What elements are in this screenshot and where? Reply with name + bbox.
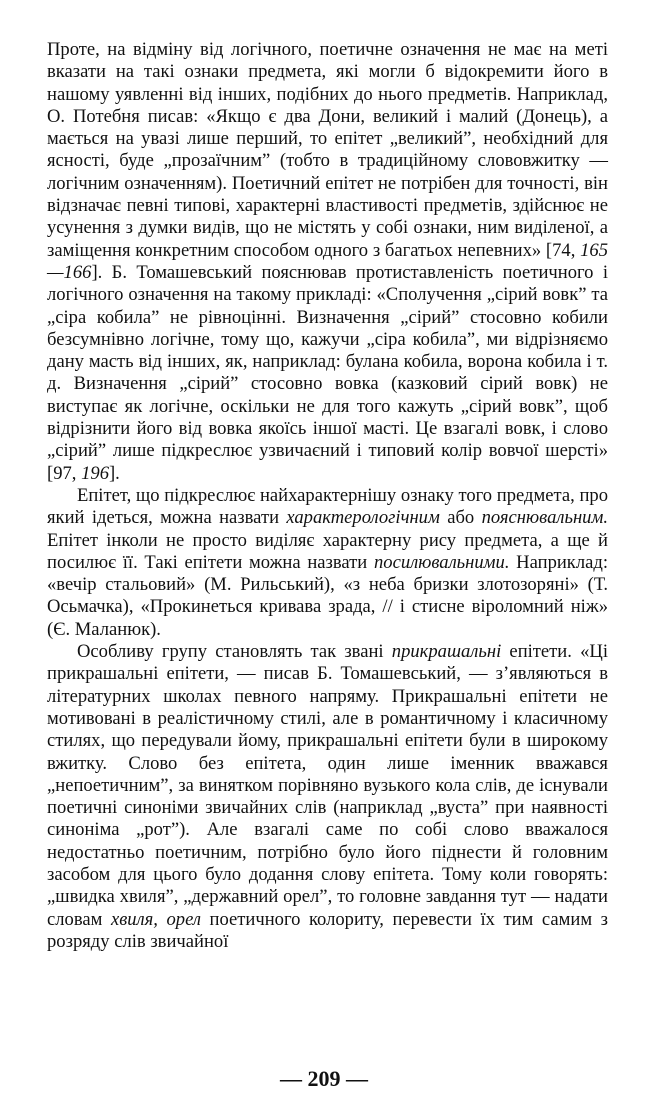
- paragraph-1-run-3: ].: [108, 462, 120, 484]
- paragraph-1-run-2: ]. Б. Томашевський пояснював протиставленість поетичного і логічного означення на такому прикладі: «Сполучення „сірий вовк” та „сіра кобила” не рівноцінні. Визначення „сірий” стосовно кобили безсумнівно логічне, тому що, кажучи „сіра кобила”, ми відрізняємо дану масть від інших, як, наприклад: булана кобила, ворона кобила і т. д. Визначення „сірий” стосовно вовка (казковий сірий вовк) не виступає як логічне, оскільки не для того кажуть „сірий вовк”, щоб відрізнити його від вовка якоїсь іншої масті. Це взагалі вовк, і слово „сірий” лише підкреслює узвичаєний і типовий колір вовчої шерсті» [97,: [47, 261, 608, 484]
- paragraph-2-run-3: Епітет інколи не просто виділяє характерну рису предмета, а ще й посилює її. Такі епітети можна назвати: [47, 529, 608, 573]
- citation-pages-1: 165—166: [47, 239, 608, 283]
- term-characterological: характерологічним: [286, 507, 440, 529]
- paragraph-2-run-2: або: [439, 507, 482, 529]
- paragraph-3-run-1: Особливу групу становлять так звані: [77, 641, 392, 663]
- paragraph-1-run-1: Проте, на відміну від логічного, поетичне означення не має на меті вказати на такі ознаки предмета, які могли б відокремити його в нашому уявленні від інших, подібних до нього предметів. Наприклад, О. Потебня писав: «Якщо є два Дони, великий і малий (Донець), а мається на увазі лише перший, то епітет „великий”, необхідний для ясності, буде „прозаїчним” (тобто в традиційному слововжитку — логічним означенням). Поетичний епітет не потрібен для точності, він відзначає певні типові, характерні властивості предметів, здійснює не усунення з думки видів, що не містять у собі ознаки, ним виділеної, а заміщення конкретним способом одного з багатьох непевних» [74,: [47, 39, 608, 261]
- term-decorative: прикрашальні: [391, 641, 502, 663]
- paragraph-1: [47, 39, 608, 485]
- term-intensifying: посилювальними.: [373, 551, 510, 573]
- paragraph-2-run-1: Епітет, що підкреслює найхарактернішу ознаку того предмета, про який ідеться, можна назвати: [47, 484, 608, 529]
- example-words: хвиля, орел: [110, 908, 201, 930]
- page-body: [47, 39, 608, 953]
- paragraph-3: [47, 641, 608, 953]
- term-explanatory: пояснювальним.: [481, 507, 608, 529]
- citation-pages-2: 196: [81, 462, 109, 484]
- page-number: — 209 —: [280, 1066, 368, 1091]
- paragraph-2-run-4: Наприклад: «вечір стальовий» (М. Рильський), «з неба бризки злотозоряні» (Т. Осьмачка), «Прокинеться кривава зрада, // і стисне віроломний ніж» (Є. Маланюк).: [47, 551, 609, 640]
- paragraph-3-run-3: поетичного колориту, перевести їх тим самим з розряду слів звичайної: [47, 908, 608, 952]
- paragraph-3-run-2: епітети. «Ці прикрашальні епітети, — писав Б. Томашевський, — з’являються в літературних школах певного напряму. Прикрашальні епітети не мотивовані в реалістичному стилі, але в романтичному і класичному стилях, що передували йому, прикрашальні епітети були в широкому вжитку. Слово без епітета, один лише іменник вважався „непоетичним”, за винятком порівняно вузького кола слів, де існували поетичні синоніми звичайних слів (наприклад „вуста” при наявності синоніма „рот”). Але взагалі саме по собі слово вважалося недостатньо поетичним, потрібно було його піднести й головним засобом для цього було додання слову епітета. Тому коли говорять: „швидка хвиля”, „державний орел”, то головне завдання тут — надати словам: [47, 641, 608, 930]
- paragraph-2: [47, 485, 608, 641]
